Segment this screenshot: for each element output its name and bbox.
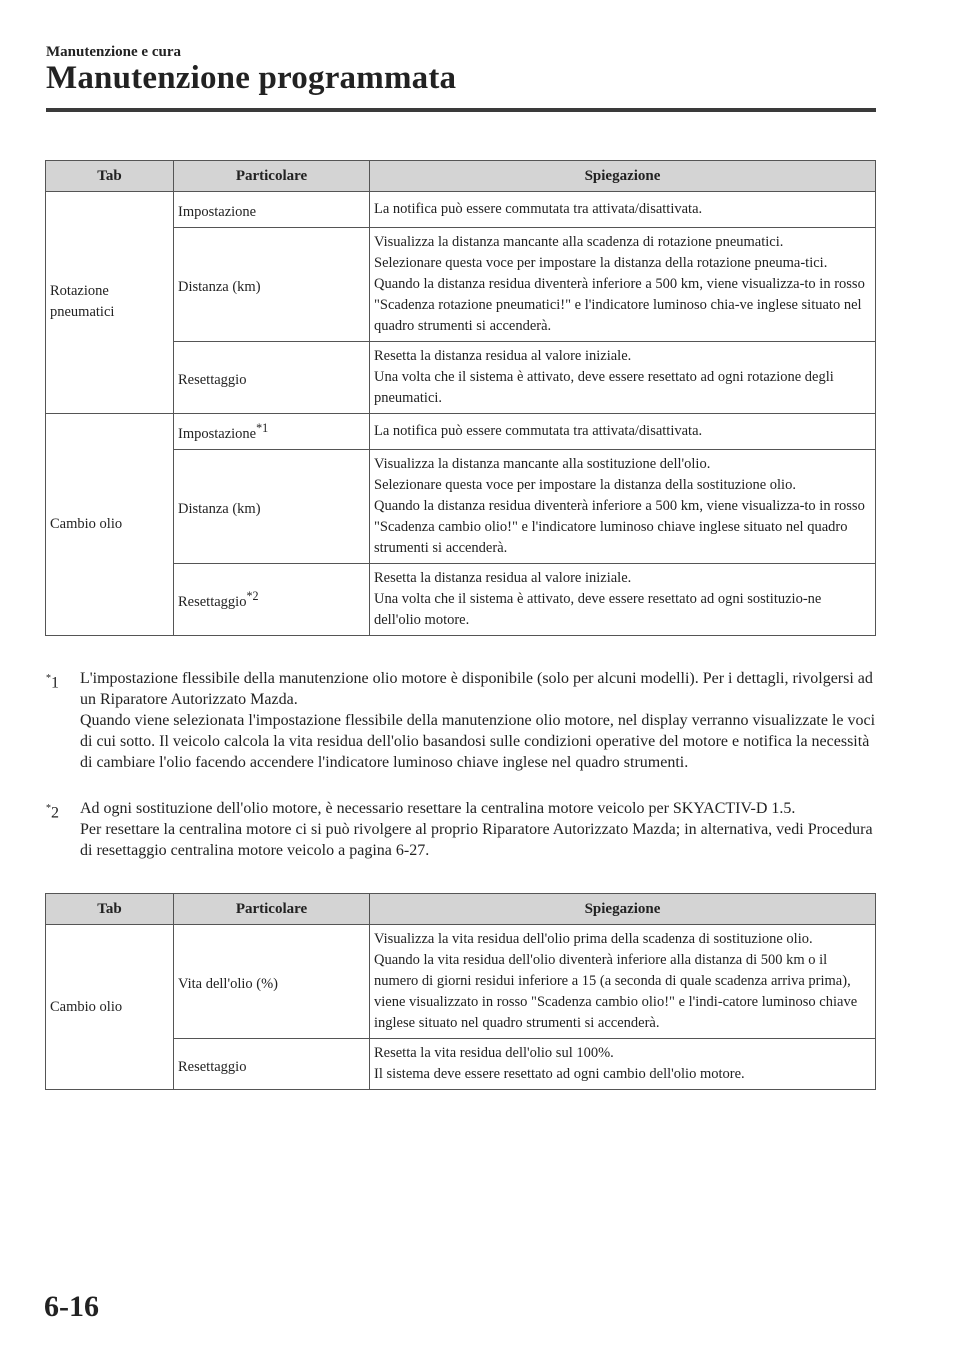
particolare-cell: Vita dell'olio (%) xyxy=(174,925,370,1039)
particolare-cell: Resettaggio xyxy=(174,1039,370,1090)
tab-cell: Cambio olio xyxy=(46,413,174,635)
header-particolare: Particolare xyxy=(174,161,370,192)
maintenance-table-2 xyxy=(45,893,876,1090)
footnote-text: L'impostazione flessibile della manutenzione olio motore è disponibile (solo per alcuni modelli). Per i dettagli, rivolgersi ad un Riparatore Autorizzato Mazda. xyxy=(80,670,873,708)
particolare-cell: Resettaggio xyxy=(174,341,370,413)
spiegazione-cell: Visualizza la vita residua dell'olio prima della scadenza di sostituzione olio. Quando la vita residua dell'olio diventerà inferiore alla distanza di 500 km o il numero di giorni residui inferiore a 15 (a seconda di quale scadenza arriva prima), viene visualizzato in rosso "Scadenza cambio olio!" e l'indi-catore luminoso chiave inglese situato nel quadro strumenti si accenderà. xyxy=(370,925,876,1039)
table-header-row xyxy=(46,894,876,925)
spiegazione-cell: Resetta la distanza residua al valore iniziale. Una volta che il sistema è attivato, deve essere resettato ad ogni sostituzio-ne dell'olio motore. xyxy=(370,563,876,635)
spiegazione-cell: Visualizza la distanza mancante alla sostituzione dell'olio. Selezionare questa voce per impostare la distanza della sostituzione olio. Quando la distanza residua diventerà inferiore a 500 km, viene visualizza-to in rosso "Scadenza cambio olio!" e l'indicatore luminoso chiave inglese situato nel quadro strumenti si accenderà. xyxy=(370,449,876,563)
page-number: 6-16 xyxy=(44,1290,99,1323)
header-tab: Tab xyxy=(46,894,174,925)
footnote-text: Quando viene selezionata l'impostazione flessibile della manutenzione olio motore, nel display verranno visualizzate le voci di cui sotto. Il veicolo calcola la vita residua dell'olio basandosi sulle condizioni operative del motore e notifica la necessità di cambiare l'olio facendo accendere l'indicatore luminoso chiave inglese nel quadro strumenti. xyxy=(80,712,876,771)
maintenance-table-1 xyxy=(45,160,876,636)
table-header-row xyxy=(46,161,876,192)
header-particolare: Particolare xyxy=(174,894,370,925)
section-label: Manutenzione e cura xyxy=(46,44,181,60)
header-tab: Tab xyxy=(46,161,174,192)
particolare-cell: Distanza (km) xyxy=(174,449,370,563)
page-title: Manutenzione programmata xyxy=(46,60,457,96)
spiegazione-cell: Resetta la distanza residua al valore iniziale. Una volta che il sistema è attivato, deve essere resettato ad ogni rotazione degli pneumatici. xyxy=(370,341,876,413)
particolare-cell: Resettaggio$^{*2}$ xyxy=(174,563,370,635)
footnote-marker: *1 xyxy=(46,673,59,692)
footnote-1 xyxy=(46,668,876,773)
footnote-marker: *2 xyxy=(46,803,59,822)
particolare-cell: Distanza (km) xyxy=(174,227,370,341)
title-rule xyxy=(46,108,876,112)
tab-cell: Cambio olio xyxy=(46,925,174,1090)
header-spiegazione: Spiegazione xyxy=(370,894,876,925)
table-row xyxy=(46,192,876,228)
spiegazione-cell: La notifica può essere commutata tra attivata/disattivata. xyxy=(370,192,876,228)
particolare-cell: Impostazione$^{*1}$ xyxy=(174,413,370,449)
tab-cell: Rotazione pneumatici xyxy=(46,192,174,414)
table-row xyxy=(46,413,876,449)
spiegazione-cell: Resetta la vita residua dell'olio sul 100%. Il sistema deve essere resettato ad ogni cambio dell'olio motore. xyxy=(370,1039,876,1090)
footnote-text: Ad ogni sostituzione dell'olio motore, è necessario resettare la centralina motore veicolo per SKYACTIV-D 1.5. xyxy=(80,800,796,817)
header-spiegazione: Spiegazione xyxy=(370,161,876,192)
footnote-2 xyxy=(46,798,876,861)
spiegazione-cell: La notifica può essere commutata tra attivata/disattivata. xyxy=(370,413,876,449)
footnote-text: Per resettare la centralina motore ci si può rivolgere al proprio Riparatore Autorizzato Mazda; in alternativa, vedi Procedura di resettaggio centralina motore veicolo a pagina 6-27. xyxy=(80,821,873,859)
particolare-cell: Impostazione xyxy=(174,192,370,228)
table-row xyxy=(46,925,876,1039)
spiegazione-cell: Visualizza la distanza mancante alla scadenza di rotazione pneumatici. Selezionare questa voce per impostare la distanza della rotazione pneuma-tici. Quando la distanza residua diventerà inferiore a 500 km, viene visualizza-to in rosso "Scadenza rotazione pneumatici!" e l'indicatore luminoso chia-ve inglese situato nel quadro strumenti si accenderà. xyxy=(370,227,876,341)
